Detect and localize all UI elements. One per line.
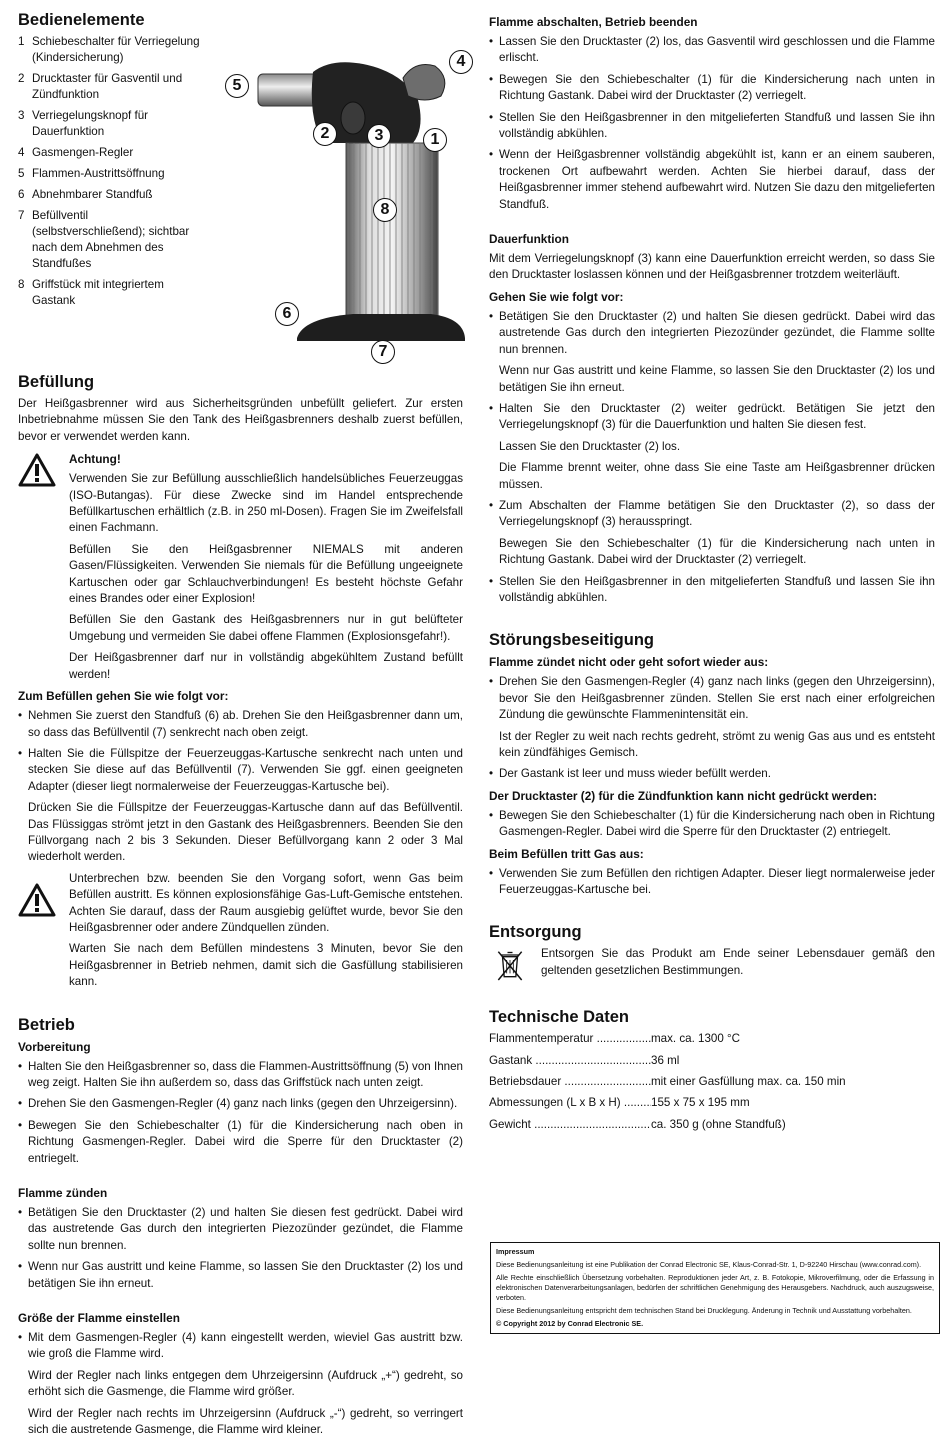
list-item: 3 Verriegelungsknopf für Dauerfunktion	[18, 109, 149, 138]
list-item: • Bewegen Sie den Schiebeschalter (1) für die Kindersicherung nach unten in Richtung Gastank. Dabei wird der Drucktaster (2) verriegelt.	[489, 72, 935, 105]
paragraph: Drücken Sie die Füllspitze der Feuerzeuggas-Kartusche dann auf das Befüllventil. Das Flüssiggas strömt jetzt in den Gastank des Heißgasbrenners. Beenden Sie den Füllvorgang nach 2 bis 3 Sekunden. Dieser Befüllvorgang kann 2 oder 3 Mal wiederholt werden.	[28, 801, 463, 864]
list-item: • Verwenden Sie zum Befüllen den richtigen Adapter. Dieser liegt normalerweise jeder Feuerzeuggas-Kartusche bei.	[489, 866, 935, 899]
paragraph: Unterbrechen bzw. beenden Sie den Vorgang sofort, wenn Gas beim Befüllen austritt. Es können explosionsfähige Gas-Luft-Gemische entstehen. Achten Sie darauf, dass der Raum ausgiebig gelüftet wurde, bevor Sie den Heißgasbrenner oder andere Zündquellen zünden.	[69, 871, 463, 934]
warning-title: Achtung!	[69, 452, 121, 467]
paragraph: Wenn nur Gas austritt und keine Flamme, so lassen Sie den Drucktaster (2) los und betätigen Sie ihn erneut.	[499, 364, 935, 394]
warning-block	[18, 451, 463, 683]
paragraph: Warten Sie nach dem Befüllen mindestens 3 Minuten, bevor Sie den Heißgasbrenner in Betrieb nehmen, damit sich die Gasfüllung stabilisieren kann.	[69, 942, 463, 989]
callout-6: 6	[275, 302, 299, 326]
filling-heading: Befüllung	[18, 373, 95, 391]
impressum-title: Impressum	[496, 1247, 535, 1256]
filling-steps-heading: Zum Befüllen gehen Sie wie folgt vor:	[18, 689, 229, 704]
copyright: © Copyright 2012 by Conrad Electronic SE.	[496, 1319, 644, 1328]
paragraph: Befüllen Sie den Heißgasbrenner NIEMALS mit anderen Gasen/Flüssigkeiten. Verwenden Sie niemals für die Befüllung ungeeignete Kartuschen oder gar Schlauchverbindungen! Es besteht höchste Gefahr eines Brandes oder einer Explosion!	[69, 542, 463, 606]
warning-block-2	[18, 871, 463, 991]
list-item: • Bewegen Sie den Schiebeschalter (1) für die Kindersicherung nach oben in Richtung Gasmengen-Regler. Dabei wird die Sperre für den Drucktaster (2) entriegelt.	[489, 808, 935, 841]
left-column	[18, 10, 466, 1444]
list-item: • Betätigen Sie den Drucktaster (2) und halten Sie diesen gedrückt. Dabei wird das austretende Gas durch den integrierten Piezozünder gezündet, die Flamme sollte nun brennen. Wenn nur Gas austritt und keine Flamme, so lassen Sie den Drucktaster (2) los und betätigen Sie ihn erneut.	[489, 309, 935, 396]
filling-intro: Der Heißgasbrenner wird aus Sicherheitsgründen unbefüllt geliefert. Zur ersten Inbetriebnahme müssen Sie den Tank des Heißgasbrenners deshalb zuerst befüllen, bevor er verwendet werden kann.	[18, 397, 463, 443]
list-item: • Drehen Sie den Gasmengen-Regler (4) ganz nach links (gegen den Uhrzeigersinn), bevor Sie den Heißgasbrenner zünden. Stellen Sie erst nach einer erfolgreichen Zündung die gewünschte Flammenintensität ein. Ist der Regler zu weit nach rechts gedreht, strömt zu wenig Gas aus und es entsteht kein zündfähiges Gemisch.	[489, 674, 935, 761]
operation-heading: Betrieb	[18, 1015, 75, 1034]
controls-heading: Bedienelemente	[18, 11, 145, 29]
troubleshooting-heading: Störungsbeseitigung	[489, 631, 654, 650]
spec-row: Flammentemperatur ..... max. ca. 1300 °C	[489, 1031, 935, 1047]
paragraph: Verwenden Sie zur Befüllung ausschließlich handelsübliches Feuerzeuggas (ISO-Butangas). Für diese Zwecke sind im Handel entsprechende Befüllkartuschen erhältlich (z.B. in 250 ml-Dosen). Fragen Sie im Zweifelsfall einen Fachmann.	[69, 472, 463, 535]
filling-section	[18, 372, 463, 991]
list-item: • Nehmen Sie zuerst den Standfuß (6) ab. Drehen Sie den Heißgasbrenner dann um, so dass das Befüllventil (7) senkrecht nach oben zeigt.	[18, 708, 463, 741]
callout-3: 3	[367, 124, 391, 148]
list-item: 6 Abnehmbarer Standfuß	[18, 188, 153, 201]
paragraph: Wird der Regler nach links entgegen dem Uhrzeigersinn (Aufdruck „+“) gedreht, so erhöht sich die Gasmenge, die Flamme wird größer.	[28, 1368, 463, 1399]
flame-size-list	[18, 1330, 463, 1363]
paragraph: Mit dem Verriegelungsknopf (3) kann eine Dauerfunktion erreicht werden, so dass Sie den Drucktaster loslassen können und der Heißgasbrenner trotzdem weiterläuft.	[489, 252, 935, 282]
paragraph: Lassen Sie den Drucktaster (2) los.	[499, 439, 681, 453]
list-item: • Bewegen Sie den Schiebeschalter (1) für die Kindersicherung nach oben in Richtung Gasmengen-Regler. Dabei wird die Sperre für den Drucktaster (2) entriegelt.	[18, 1118, 463, 1167]
spec-row: Gewicht ..... ca. 350 g (ohne Standfuß)	[489, 1117, 935, 1133]
paragraph: Ist der Regler zu weit nach rechts gedreht, strömt zu wenig Gas aus und es entsteht kein zündfähiges Gemisch.	[499, 729, 935, 759]
trouble-list-2	[489, 808, 935, 841]
continuous-steps-heading: Gehen Sie wie folgt vor:	[489, 289, 624, 304]
crossed-bin-icon	[495, 948, 525, 982]
impressum-box	[490, 1242, 940, 1334]
list-item: • Stellen Sie den Heißgasbrenner in den mitgelieferten Standfuß und lassen Sie ihn vollständig abkühlen.	[489, 110, 935, 143]
controls-section	[18, 10, 466, 372]
callout-7: 7	[371, 340, 395, 364]
paragraph: Der Heißgasbrenner darf nur in vollständig abgekühltem Zustand befüllt werden!	[69, 651, 463, 681]
trouble-heading-3: Beim Befüllen tritt Gas aus:	[489, 846, 644, 861]
list-item: • Halten Sie den Drucktaster (2) weiter gedrückt. Betätigen Sie jetzt den Verriegelungsknopf (3) für die Dauerfunktion und halten Sie diesen fest. Lassen Sie den Drucktaster (2) los. Die Flamme brennt weiter, ohne dass Sie eine Taste am Heißgasbrenner drücken müssen.	[489, 401, 935, 493]
list-item: 2 Drucktaster für Gasventil und Zündfunktion	[18, 72, 183, 101]
list-item: 4 Gasmengen-Regler	[18, 146, 134, 159]
disposal-heading: Entsorgung	[489, 923, 582, 942]
shutdown-heading: Flamme abschalten, Betrieb beenden	[489, 15, 698, 29]
list-item: • Wenn der Heißgasbrenner vollständig abgekühlt ist, kann er an einem sauberen, trockenen Ort aufbewahrt werden. Achten Sie hierbei darauf, dass der Heißgasbrenner immer stehend aufbewahrt wird. Nutzen Sie dazu den mitgelieferten Standfuß.	[489, 147, 935, 213]
list-item: 8 Griffstück mit integriertem Gastank	[18, 278, 164, 307]
callout-5: 5	[225, 74, 249, 98]
list-item: • Wenn nur Gas austritt und keine Flamme, so lassen Sie den Drucktaster (2) los und betätigen Sie ihn erneut.	[18, 1259, 463, 1292]
spec-row: Gastank ..... 36 ml	[489, 1053, 935, 1069]
list-item: • Betätigen Sie den Drucktaster (2) und halten Sie diesen fest gedrückt. Dabei wird das austretende Gas durch den integrierten Piezozünder gezündet, die Flamme sollte nun brennen.	[18, 1205, 463, 1254]
list-item: • Stellen Sie den Heißgasbrenner in den mitgelieferten Standfuß und lassen Sie ihn vollständig abkühlen.	[489, 574, 935, 607]
shutdown-section	[489, 14, 935, 213]
filling-steps	[18, 708, 463, 795]
list-item: 1 Schiebeschalter für Verriegelung (Kindersicherung)	[18, 35, 200, 64]
ignite-heading: Flamme zünden	[18, 1186, 108, 1201]
trouble-heading-1: Flamme zündet nicht oder geht sofort wieder aus:	[489, 655, 769, 670]
spec-row: Abmessungen (L x B x H) ..... 155 x 75 x 195 mm	[489, 1095, 935, 1111]
controls-list	[18, 34, 203, 309]
prep-heading: Vorbereitung	[18, 1039, 91, 1054]
disposal-section	[489, 922, 935, 979]
paragraph: Alle Rechte einschließlich Übersetzung vorbehalten. Reproduktionen jeder Art, z. B. Fotokopie, Mikroverfilmung, oder die Erfassung in elektronischen Datenverarbeitungsanlagen, bedürfen der schriftlichen Genehmigung des Herausgebers. Nachdruck, auch auszugsweise, verboten.	[496, 1273, 934, 1302]
prep-list	[18, 1059, 463, 1167]
list-item: • Drehen Sie den Gasmengen-Regler (4) ganz nach links (gegen den Uhrzeigersinn).	[18, 1096, 463, 1112]
callout-2: 2	[313, 122, 337, 146]
paragraph: Befüllen Sie den Gastank des Heißgasbrenners nur in gut belüfteter Umgebung und vermeiden Sie dabei offene Flammen (Explosionsgefahr!).	[69, 613, 463, 643]
disposal-text: Entsorgen Sie das Produkt am Ende seiner Lebensdauer gemäß den geltenden gesetzlichen Bestimmungen.	[541, 947, 935, 977]
specs-heading: Technische Daten	[489, 1008, 629, 1027]
callout-1: 1	[423, 128, 447, 152]
callout-8: 8	[373, 198, 397, 222]
troubleshooting-section	[489, 630, 935, 898]
right-column	[489, 14, 935, 1138]
list-item: • Der Gastank ist leer und muss wieder befüllt werden.	[489, 766, 935, 782]
list-item: 5 Flammen-Austrittsöffnung	[18, 167, 165, 180]
paragraph: Die Flamme brennt weiter, ohne dass Sie eine Taste am Heißgasbrenner drücken müssen.	[499, 461, 935, 491]
trouble-list-1	[489, 674, 935, 782]
list-item: 7 Befüllventil (selbstverschließend); sichtbar nach dem Abnehmen des Standfußes	[18, 209, 190, 270]
paragraph: Diese Bedienungsanleitung ist eine Publikation der Conrad Electronic SE, Klaus-Conrad-Str. 1, D-92240 Hirschau (www.conrad.com).	[496, 1260, 922, 1269]
spec-row: Betriebsdauer ..... mit einer Gasfüllung max. ca. 150 min	[489, 1074, 935, 1090]
list-item: • Lassen Sie den Drucktaster (2) los, das Gasventil wird geschlossen und die Flamme erlischt.	[489, 34, 935, 67]
paragraph: Bewegen Sie den Schiebeschalter (1) für die Kindersicherung nach unten in Richtung Gastank. Dabei wird der Drucktaster (2) verriegelt.	[499, 536, 935, 567]
list-item: • Mit dem Gasmengen-Regler (4) kann eingestellt werden, wieviel Gas austritt bzw. wie groß die Flamme wird.	[18, 1330, 463, 1363]
paragraph: Diese Bedienungsanleitung entspricht dem technischen Stand bei Drucklegung. Änderung in Technik und Ausstattung vorbehalten.	[496, 1306, 912, 1315]
operation-section	[18, 1015, 463, 1439]
warning-icon	[18, 883, 56, 917]
list-item: • Halten Sie die Füllspitze der Feuerzeuggas-Kartusche senkrecht nach unten und stecken Sie diese auf das Befüllventil (7). Verwenden Sie ggf. einen geeigneten Adapter (dieser liegt normalerweise der Feuerzeuggas-Kartusche bei).	[18, 746, 463, 795]
ignite-list	[18, 1205, 463, 1292]
trouble-heading-2: Der Drucktaster (2) für die Zündfunktion kann nicht gedrückt werden:	[489, 788, 878, 803]
specs-section	[489, 1007, 935, 1133]
continuous-heading: Dauerfunktion	[489, 232, 569, 247]
flame-size-heading: Größe der Flamme einstellen	[18, 1311, 180, 1326]
torch-diagram	[203, 38, 465, 368]
shutdown-list	[489, 34, 935, 213]
continuous-section	[489, 231, 935, 606]
continuous-list	[489, 309, 935, 607]
list-item: • Zum Abschalten der Flamme betätigen Sie den Drucktaster (2), so dass der Verriegelungsknopf (3) herausspringt. Bewegen Sie den Schiebeschalter (1) für die Kindersicherung nach unten in Richtung Gastank. Dabei wird der Drucktaster (2) verriegelt.	[489, 498, 935, 569]
warning-icon	[18, 453, 56, 487]
list-item: • Halten Sie den Heißgasbrenner so, dass die Flammen-Austrittsöffnung (5) von Ihnen weg zeigt. Halten Sie ihn außerdem so, dass das Griffstück nach unten zeigt.	[18, 1059, 463, 1092]
paragraph: Wird der Regler nach rechts im Uhrzeigersinn (Aufdruck „-“) gedreht, so verringert sich die austretende Gasmenge, die Flamme wird kleiner.	[28, 1406, 463, 1437]
callout-4: 4	[449, 50, 473, 74]
trouble-list-3	[489, 866, 935, 899]
